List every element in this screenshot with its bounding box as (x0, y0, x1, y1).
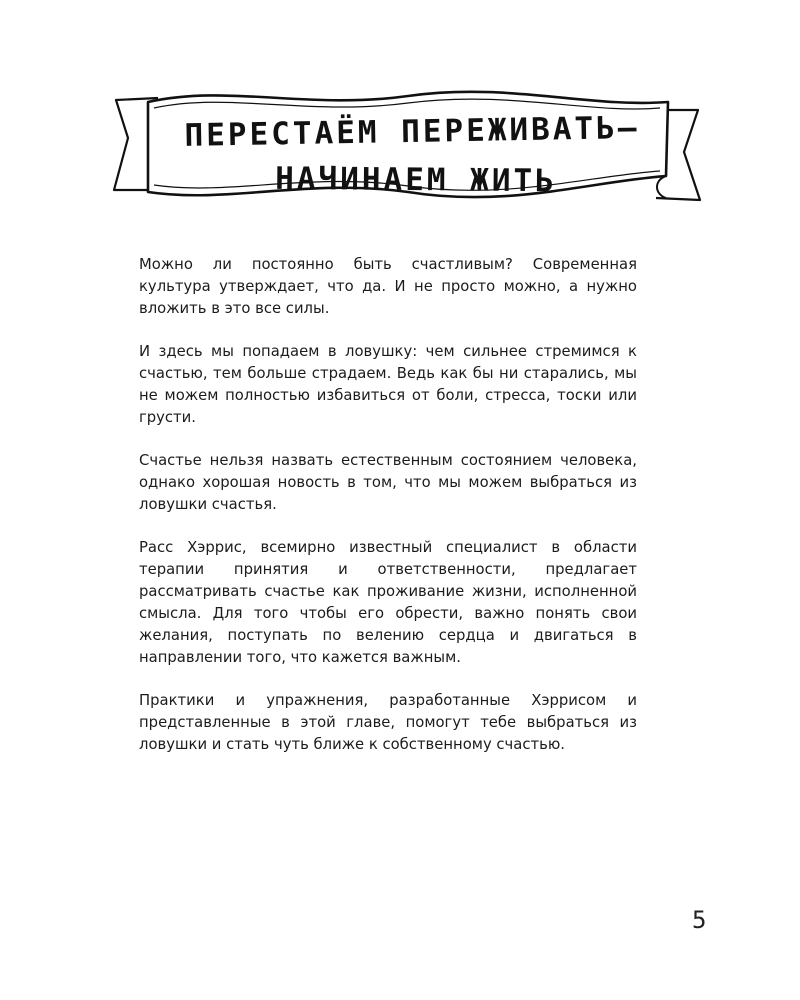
paragraph: Можно ли постоянно быть счастливым? Современная культура утверждает, что да. И не просто можно, а нужно вложить в это все силы. (139, 256, 637, 317)
chapter-title-banner (108, 80, 708, 220)
paragraph: Расс Хэррис, всемирно известный специалист в области терапии принятия и ответственности, предлагает рассматривать счастье как проживание жизни, исполненной смысла. Для того чтобы его обрести, важно понять свои желания, поступать по велению сердца и двигаться в направлении того, что кажется важным. (139, 539, 637, 666)
chapter-title (148, 108, 668, 204)
paragraph: И здесь мы попадаем в ловушку: чем сильнее стремимся к счастью, тем больше страдаем. Ведь как бы ни старались, мы не можем полностью избавиться от боли, стресса, тоски или грусти. (139, 343, 637, 426)
page-number: 5 (692, 906, 707, 934)
chapter-intro-text (139, 254, 637, 777)
paragraph: Счастье нельзя назвать естественным состоянием человека, однако хорошая новость в том, что мы можем выбраться из ловушки счастья. (139, 452, 637, 513)
chapter-title-line-1: ПЕРЕСТАЁМ ПЕРЕЖИВАТЬ— (184, 109, 640, 154)
paragraph: Практики и упражнения, разработанные Хэррисом и представленные в этой главе, помогут тебе выбраться из ловушки и стать чуть ближе к собственному счастью. (139, 692, 637, 753)
chapter-title-line-2: НАЧИНАЕМ ЖИТЬ (275, 160, 557, 200)
